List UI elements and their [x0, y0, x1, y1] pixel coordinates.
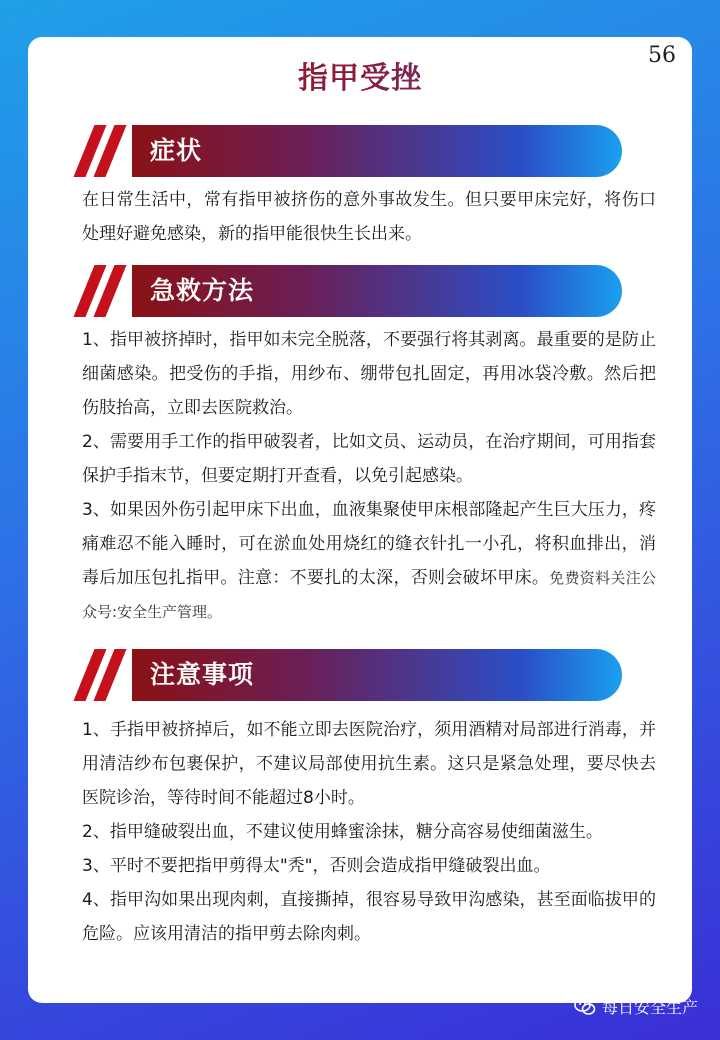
paragraph: 1、手指甲被挤掉后，如不能立即去医院治疗，须用酒精对局部进行消毒，并用清洁纱布包裹保护，不建议局部使用抗生素。这只是紧急处理，要尽快去医院诊治，等待时间不能超过8小时。 [82, 720, 656, 808]
section-header-symptoms [72, 125, 622, 177]
section-header-bar [132, 125, 622, 177]
section-heading: 注意事项 [150, 660, 255, 689]
watermark-text: 每日安全生产 [601, 998, 698, 1017]
section-body-symptoms [82, 183, 656, 251]
wechat-icon [574, 998, 596, 1016]
paragraph: 2、指甲缝破裂出血，不建议使用蜂蜜涂抹，糖分高容易使细菌滋生。 [82, 822, 603, 842]
paragraph-text: 3、如果因外伤引起甲床下出血，血液集聚使甲床根部隆起产生巨大压力，疼痛难忍不能入睡时，可在淤血处用烧红的缝衣针扎一小孔，将积血排出，消毒后加压包扎指甲。注意：不要扎的太深，否则会破坏甲床。 [82, 500, 656, 588]
paragraph: 3、平时不要把指甲剪得太"秃"，否则会造成指甲缝破裂出血。 [82, 856, 551, 876]
section-heading: 急救方法 [150, 276, 255, 305]
promo-note: 免费资料关注公众号:安全生产管理。 [82, 569, 656, 621]
paragraph: 2、需要用手工作的指甲破裂者，比如文员、运动员，在治疗期间，可用指套保护手指末节，但要定期打开查看，以免引起感染。 [82, 432, 656, 486]
paragraph [82, 493, 656, 629]
section-heading: 症状 [150, 136, 203, 165]
paragraph: 在日常生活中，常有指甲被挤伤的意外事故发生。但只要甲床完好，将伤口处理好避免感染，新的指甲能很快生长出来。 [82, 190, 656, 244]
section-header-first-aid [72, 265, 622, 317]
section-body-first-aid [82, 323, 656, 629]
content-card [28, 37, 692, 1003]
paragraph: 4、指甲沟如果出现肉刺，直接撕掉，很容易导致甲沟感染，甚至面临拔甲的危险。应该用清洁的指甲剪去除肉刺。 [82, 890, 656, 944]
section-body-precautions [82, 713, 656, 951]
paragraph: 1、指甲被挤掉时，指甲如未完全脱落，不要强行将其剥离。最重要的是防止细菌感染。把受伤的手指，用纱布、绷带包扎固定，再用冰袋冷敷。然后把伤肢抬高，立即去医院救治。 [82, 330, 656, 418]
section-header-precautions [72, 649, 622, 701]
wechat-watermark [574, 995, 698, 1018]
page-title: 指甲受挫 [28, 53, 692, 97]
